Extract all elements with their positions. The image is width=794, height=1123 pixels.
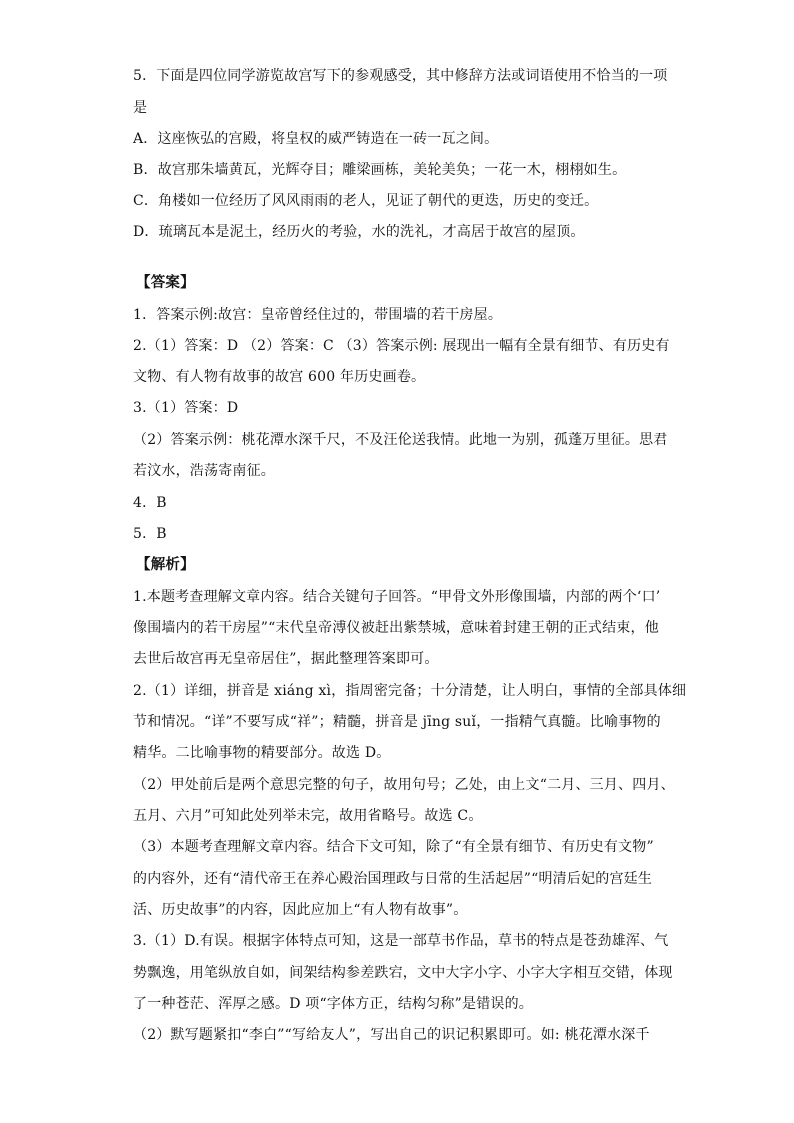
question-5-option-b: B．故宫那朱墙黄瓦，光辉夺目；雕梁画栋，美轮美奂；一花一木，栩栩如生。 <box>133 162 627 178</box>
analysis-line: 了一种苍茫、浑厚之感。D 项“字体方正，结构匀称”是错误的。 <box>133 996 533 1012</box>
analysis-heading: 【解析】 <box>136 556 195 573</box>
answer-line: 3.（1）答案：D <box>133 400 239 416</box>
answer-line: 4．B <box>133 495 167 511</box>
analysis-line: 3.（1）D.有误。根据字体特点可知，这是一部草书作品，草书的特点是苍劲雄浑、气 <box>133 933 669 949</box>
question-5-option-a: A．这座恢弘的宫殿，将皇权的威严铸造在一砖一瓦之间。 <box>133 131 499 147</box>
answer-line: （2）答案示例：桃花潭水深千尺，不及汪伦送我情。此地一为别，孤蓬万里征。思君 <box>133 432 668 448</box>
analysis-line: 2.（1）详细，拼音是 xiáng xì，指周密完备；十分清楚，让人明白，事情的全部具体细 <box>133 683 687 699</box>
analysis-line: 势飘逸，用笔纵放自如，间架结构参差跌宕，文中大字小字、小字大字相互交错，体现 <box>133 965 673 981</box>
analysis-line: （2）甲处前后是两个意思完整的句子，故用句号；乙处，由上文“二月、三月、四月、 <box>133 777 675 793</box>
answer-line: 5．B <box>133 526 167 542</box>
analysis-line: 精华。二比喻事物的精要部分。故选 D。 <box>133 745 391 761</box>
analysis-line: 活、历史故事”的内容，因此应加上“有人物有故事”。 <box>133 902 468 918</box>
answer-line: 若汶水，浩荡寄南征。 <box>133 463 275 479</box>
question-5-option-d: D．琉璃瓦本是泥土，经历火的考验，水的洗礼，才高居于故宫的屋顶。 <box>133 224 585 240</box>
answer-line: 1．答案示例:故宫：皇帝曾经住过的，带围墙的若干房屋。 <box>133 307 503 323</box>
analysis-line: 的内容外，还有“清代帝王在养心殿治国理政与日常的生活起居”“明清后妃的宫廷生 <box>133 871 653 887</box>
analysis-line: 节和情况。“详”不要写成“祥”；精髓，拼音是 jīng suǐ，一指精气真髓。比喻事物的 <box>133 714 661 730</box>
analysis-line: （2）默写题紧扣“李白”“写给友人”，写出自己的识记积累即可。如: 桃花潭水深千 <box>133 1027 650 1043</box>
question-5-stem-line-1: 5．下面是四位同学游览故宫写下的参观感受，其中修辞方法或词语使用不恰当的一项 <box>133 68 668 84</box>
question-5-stem-line-2: 是 <box>133 100 148 116</box>
analysis-line: 去世后故宫再无皇帝居住”，据此整理答案即可。 <box>133 651 439 667</box>
analysis-line: 五月、六月”可知此处列举未完，故用省略号。故选 C。 <box>133 808 483 824</box>
answer-line: 2.（1）答案：D （2）答案：C （3）答案示例: 展现出一幅有全景有细节、有历史有 <box>133 338 670 354</box>
question-5-option-c: C．角楼如一位经历了风风雨雨的老人，见证了朝代的更迭，历史的变迁。 <box>133 193 599 209</box>
analysis-line: 1.本题考查理解文章内容。结合关键句子回答。“甲骨文外形像围墙，内部的两个‘口’ <box>133 589 661 605</box>
analysis-line: 像围墙内的若干房屋”“末代皇帝溥仪被赶出紫禁城，意味着封建王朝的正式结束，他 <box>133 620 659 636</box>
answer-line: 文物、有人物有故事的故宫 600 年历史画卷。 <box>133 369 426 385</box>
answer-heading: 【答案】 <box>136 274 195 291</box>
analysis-line: （3）本题考查理解文章内容。结合下文可知，除了“有全景有细节、有历史有文物” <box>133 839 654 855</box>
